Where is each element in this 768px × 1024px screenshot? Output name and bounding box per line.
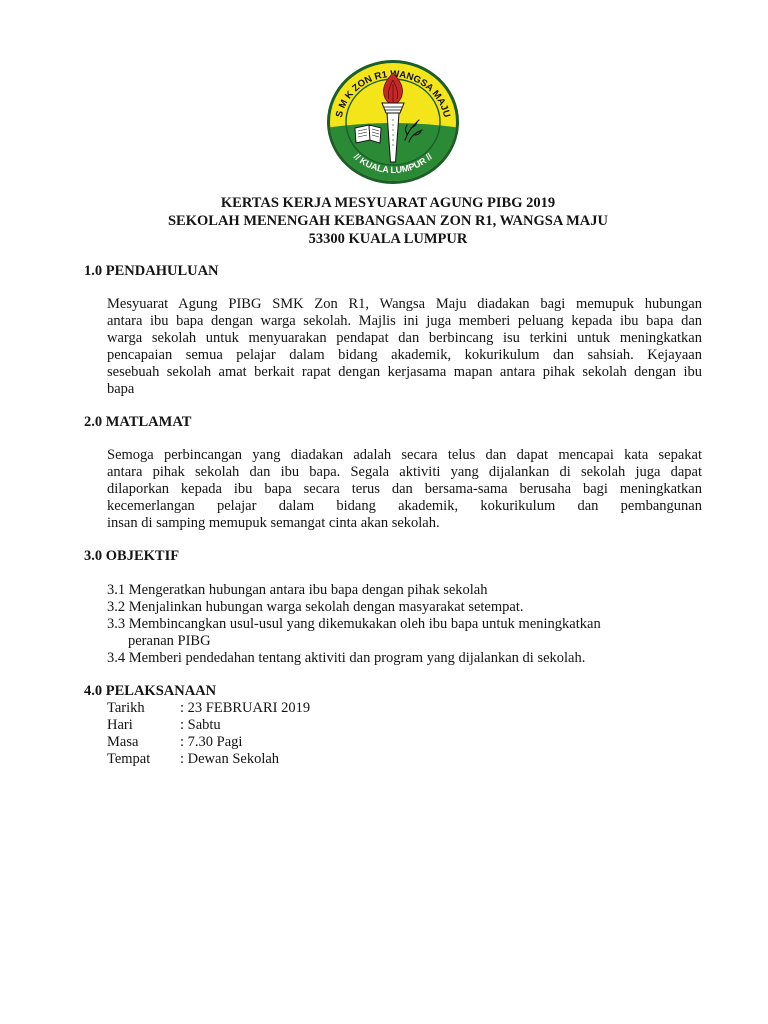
detail-label: Hari	[107, 717, 133, 733]
logo-top-text: S M K ZON R1 ANGSA MAJU	[333, 69, 453, 119]
detail-row	[107, 751, 310, 768]
title-line: KERTAS KERJA MESYUARAT AGUNG PIBG 2019	[220, 195, 556, 211]
paragraph-line: warga sekolah untuk menyuarakan pendapat dan berbincang isu terkini untuk meningkatkan	[107, 330, 702, 346]
paragraph-line: insan di samping memupuk semangat cinta akan sekolah.	[107, 515, 440, 531]
detail-label: Tarikh	[107, 700, 145, 716]
detail-value: : 23 FEBRUARI 2019	[180, 700, 311, 716]
paragraph-line: kecemerlangan pelajar dalam bidang akademik, kokurikulum dan pembangunan	[107, 498, 702, 514]
document-title	[8, 194, 768, 248]
detail-value: : Sabtu	[180, 717, 221, 733]
school-logo	[325, 58, 461, 186]
book-icon	[355, 125, 381, 143]
paragraph-line: antara pihak sekolah dan ibu bapa. Segala aktiviti yang dijalankan di sekolah juga dapat	[107, 464, 702, 480]
title-line: SEKOLAH MENENGAH KEBANGSAAN ZON R1, WANGSA MAJU	[167, 213, 609, 229]
paragraph-line: dilaporkan kepada ibu bapa secara terus dan bersama-sama berusaha bagi meningkatkan	[107, 481, 702, 497]
detail-table	[107, 700, 310, 768]
detail-row	[107, 734, 310, 751]
paragraph-line: Semoga perbincangan yang diadakan adalah secara telus dan dapat mencapai kata sepakat	[107, 447, 702, 463]
title-line: 53300 KUALA LUMPUR	[308, 231, 468, 247]
objective-item: 3.3 Membincangkan usul-usul yang dikemukakan oleh ibu bapa untuk meningkatkan	[107, 616, 601, 632]
detail-row	[107, 717, 310, 734]
paragraph-line: sesebuah sekolah amat berkait rapat dengan kerjasama mapan antara pihak sekolah dengan ibu	[107, 364, 702, 380]
detail-value: : 7.30 Pagi	[180, 734, 243, 750]
torch-cup-icon	[382, 103, 404, 113]
detail-label: Tempat	[107, 751, 151, 767]
section-heading-pendahuluan: 1.0 PENDAHULUAN	[84, 263, 219, 279]
paragraph-matlamat	[107, 447, 702, 532]
logo-bottom-text: // KUALA LUMPUR //	[351, 151, 435, 176]
objective-item: 3.4 Memberi pendedahan tentang aktiviti dan program yang dijalankan di sekolah.	[107, 650, 586, 666]
section-heading-objektif: 3.0 OBJEKTIF	[84, 548, 180, 564]
objective-item: 3.2 Menjalinkan hubungan warga sekolah dengan masyarakat setempat.	[107, 599, 524, 615]
paragraph-line: antara ibu bapa dengan warga sekolah. Majlis ini juga memberi peluang kepada ibu bapa dan	[107, 313, 702, 329]
section-heading-pelaksanaan: 4.0 PELAKSANAAN	[84, 683, 217, 699]
paragraph-pendahuluan	[107, 296, 702, 398]
detail-row	[107, 700, 310, 717]
objective-list	[107, 582, 601, 667]
objective-item-continuation: peranan PIBG	[128, 633, 211, 649]
section-heading-matlamat: 2.0 MATLAMAT	[84, 414, 192, 430]
detail-value: : Dewan Sekolah	[180, 751, 280, 767]
paragraph-line: bapa	[107, 381, 135, 397]
paragraph-line: pencapaian semua pelajar dalam bidang akademik, kokurikulum dan sahsiah. Kejayaan	[107, 347, 702, 363]
detail-label: Masa	[107, 734, 139, 750]
objective-item: 3.1 Mengeratkan hubungan antara ibu bapa dengan pihak sekolah	[107, 582, 488, 598]
paragraph-line: Mesyuarat Agung PIBG SMK Zon R1, Wangsa Maju diadakan bagi memupuk hubungan	[107, 296, 702, 312]
